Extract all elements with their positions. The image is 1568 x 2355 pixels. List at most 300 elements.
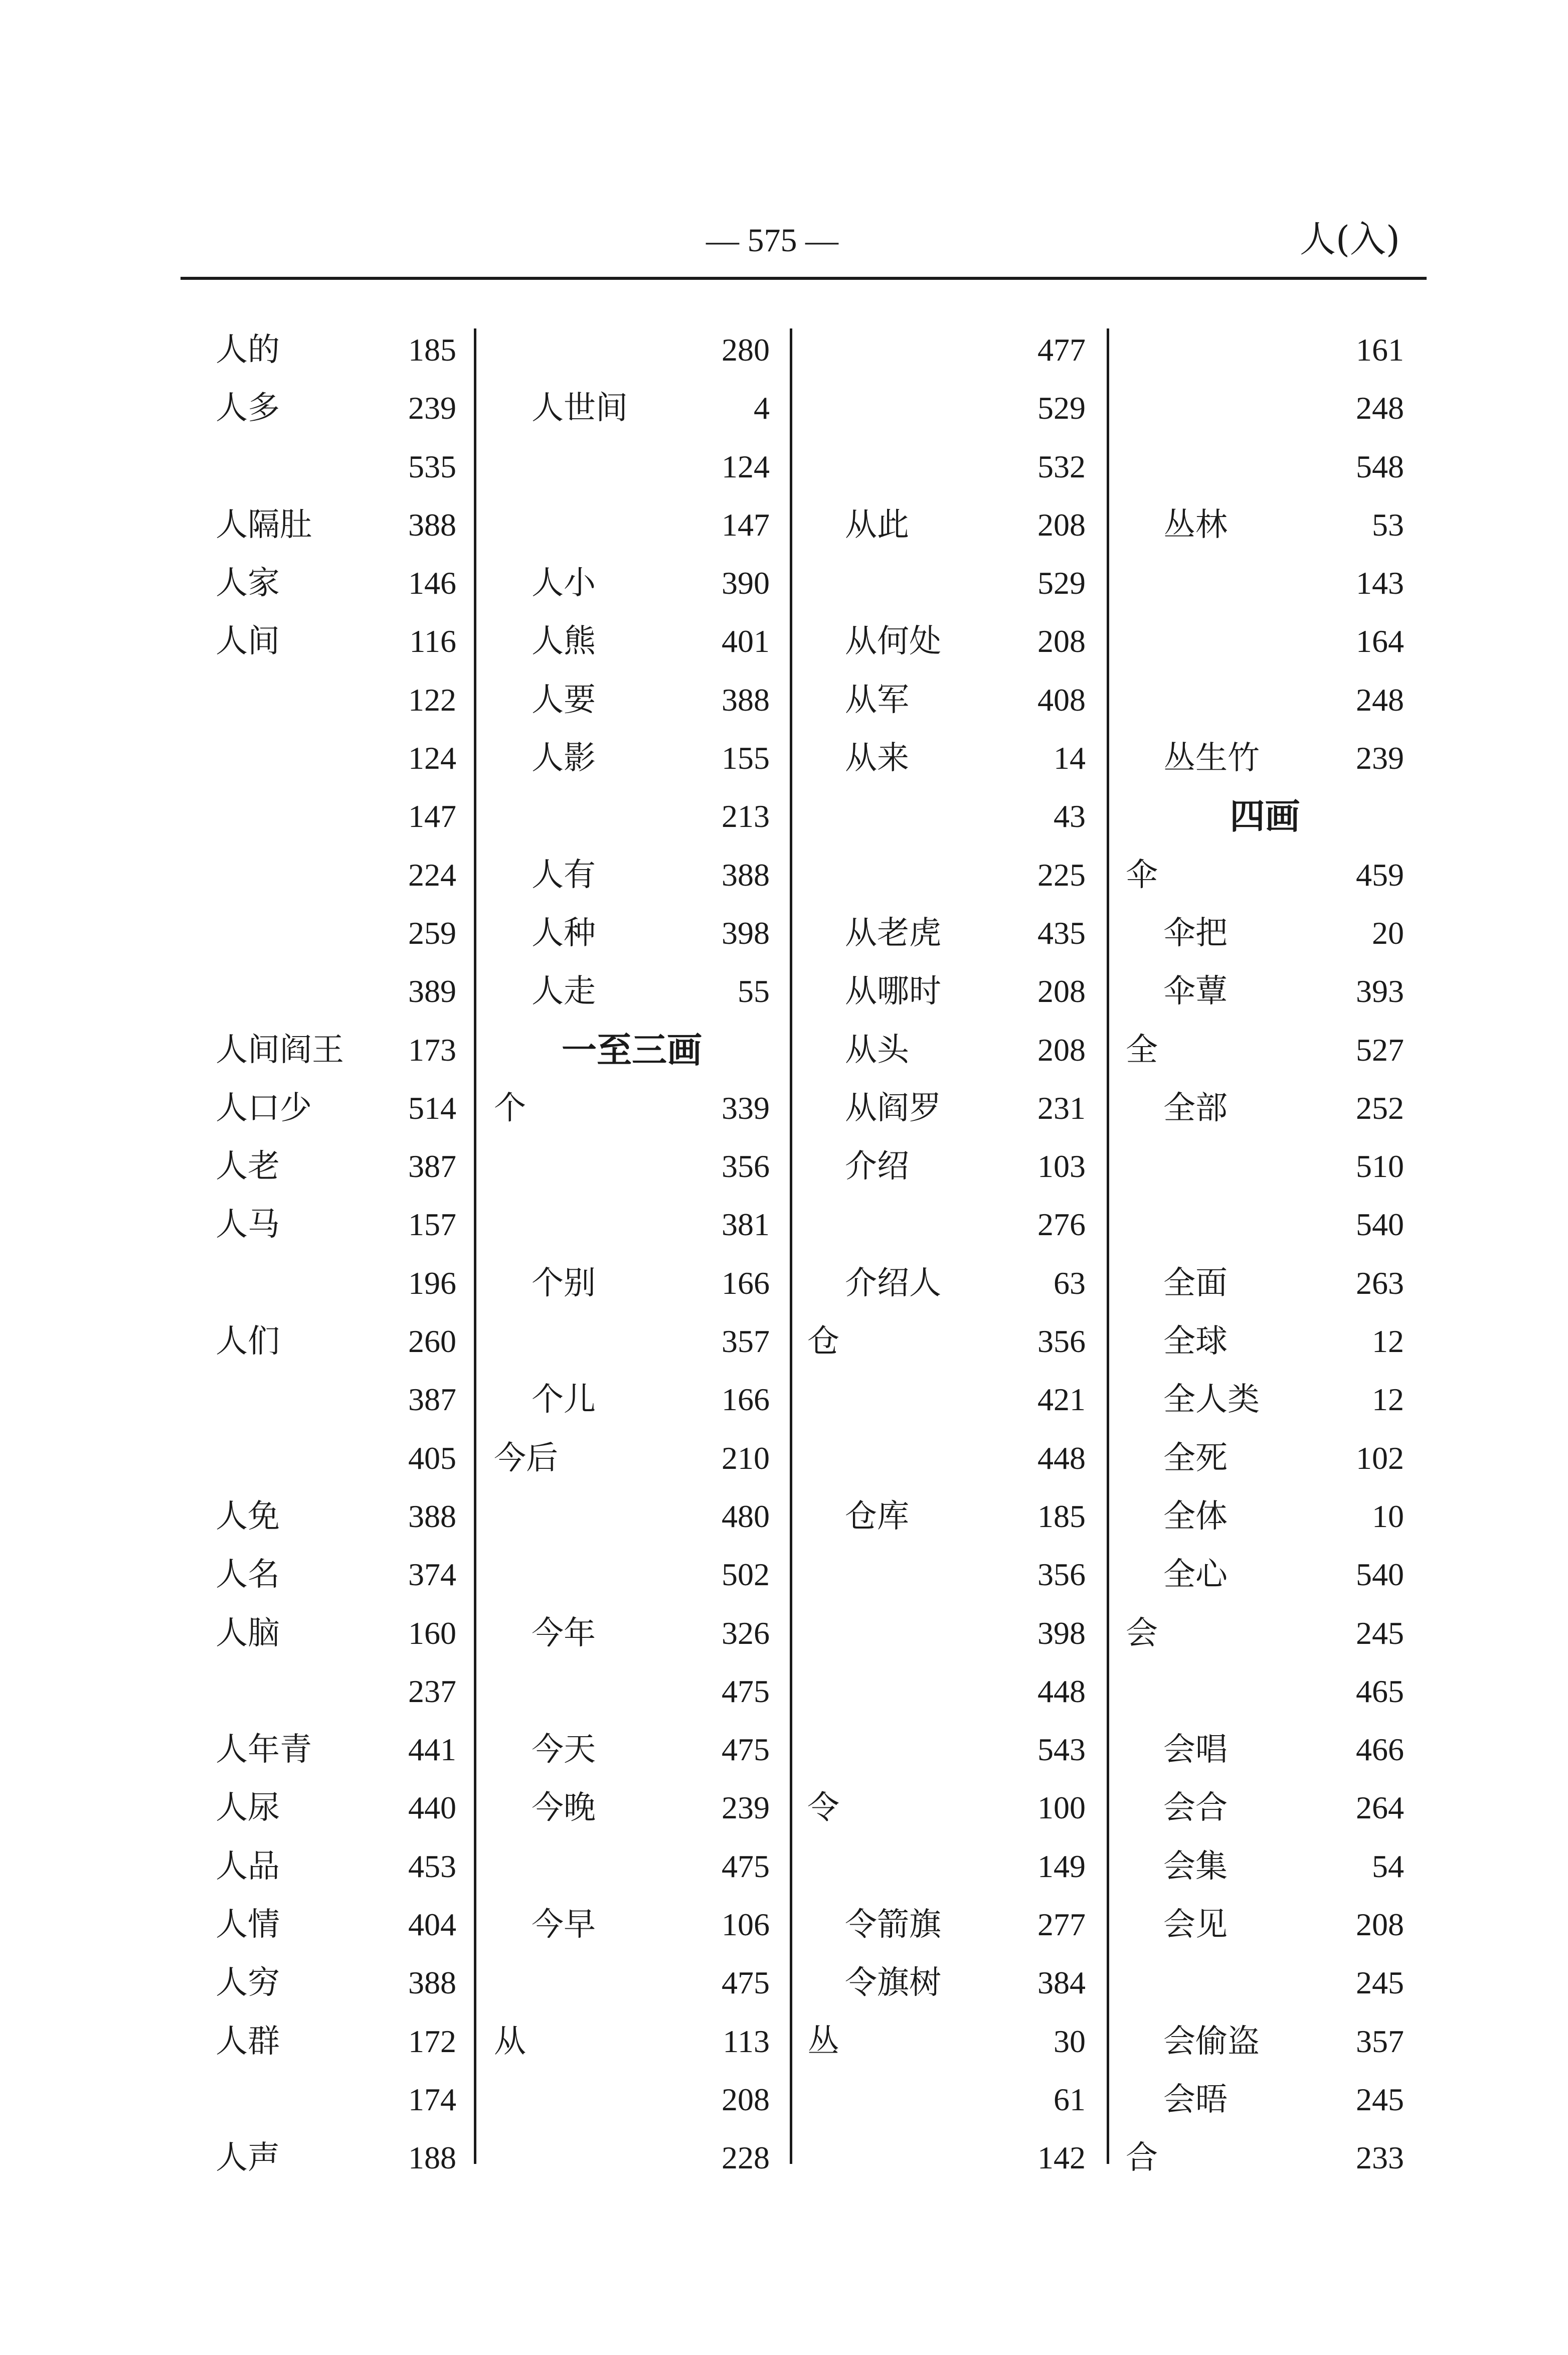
entry-term: 人名	[216, 1556, 280, 1594]
entry-page-number: 63	[1054, 1265, 1086, 1301]
entry-term: 人种	[532, 914, 596, 952]
entry-page-number: 252	[1356, 1090, 1404, 1126]
entry-term: 令箭旗	[845, 1906, 941, 1944]
index-entry	[216, 1137, 456, 1196]
entry-page-number: 106	[722, 1907, 770, 1943]
entry-page-number: 248	[1356, 682, 1404, 718]
entry-term: 全部	[1163, 1089, 1228, 1127]
entry-page-number: 260	[408, 1323, 456, 1360]
entry-term: 会晤	[1163, 2081, 1228, 2118]
index-entry	[807, 1137, 1086, 1196]
entry-page-number: 421	[1037, 1382, 1086, 1418]
entry-page-number: 393	[1356, 973, 1404, 1010]
index-entry	[1126, 1137, 1404, 1196]
entry-page-number: 388	[722, 682, 770, 718]
entry-page-number: 248	[1356, 390, 1404, 426]
index-entry	[494, 1254, 770, 1312]
index-entry	[216, 729, 456, 787]
entry-page-number: 245	[1356, 2081, 1404, 2117]
entry-page-number: 387	[408, 1382, 456, 1418]
index-entry	[807, 1779, 1086, 1837]
entry-page-number: 124	[722, 448, 770, 484]
entry-term: 合	[1126, 2139, 1158, 2177]
index-entry	[807, 321, 1086, 379]
index-entry	[807, 2071, 1086, 2129]
entry-page-number: 384	[1037, 1965, 1086, 2001]
entry-term: 丛生竹	[1163, 740, 1260, 777]
index-entry	[216, 496, 456, 554]
entry-page-number: 532	[1037, 448, 1086, 484]
index-entry	[1126, 846, 1404, 904]
index-entry	[1126, 1721, 1404, 1779]
index-entry	[1126, 1079, 1404, 1137]
entry-page-number: 161	[1356, 332, 1404, 368]
index-entry	[494, 2129, 770, 2187]
entry-term: 人隔肚	[216, 506, 312, 544]
entry-page-number: 398	[1037, 1615, 1086, 1651]
entry-page-number: 10	[1372, 1498, 1404, 1534]
entry-term: 全死	[1163, 1439, 1228, 1477]
entry-term: 从此	[845, 506, 909, 544]
entry-term: 会集	[1163, 1847, 1228, 1885]
index-entry	[494, 671, 770, 729]
entry-term: 伞把	[1163, 914, 1228, 952]
index-entry	[216, 904, 456, 962]
entry-page-number: 540	[1356, 1207, 1404, 1243]
section-heading: 一至三画	[562, 1029, 702, 1071]
index-entry	[807, 1429, 1086, 1487]
index-entry	[1126, 612, 1404, 670]
entry-term: 会偷盗	[1163, 2023, 1260, 2060]
entry-page-number: 239	[408, 390, 456, 426]
index-entry	[494, 1662, 770, 1721]
index-entry	[216, 1779, 456, 1837]
entry-page-number: 124	[408, 740, 456, 776]
entry-page-number: 239	[1356, 740, 1404, 776]
entry-page-number: 510	[1356, 1148, 1404, 1185]
entry-term: 今后	[494, 1439, 558, 1477]
entry-page-number: 113	[723, 2023, 770, 2059]
index-entry	[1126, 2012, 1404, 2071]
index-entry	[216, 612, 456, 670]
index-entry	[807, 1079, 1086, 1137]
entry-term: 全	[1126, 1031, 1158, 1069]
entry-page-number: 356	[722, 1148, 770, 1185]
entry-page-number: 196	[408, 1265, 456, 1301]
entry-page-number: 540	[1356, 1557, 1404, 1593]
entry-page-number: 237	[408, 1673, 456, 1709]
entry-page-number: 276	[1037, 1207, 1086, 1243]
entry-page-number: 208	[1037, 973, 1086, 1010]
index-column-1	[216, 321, 456, 2188]
index-entry	[494, 554, 770, 612]
entry-term: 人情	[216, 1906, 280, 1944]
entry-term: 令旗树	[845, 1964, 941, 2002]
entry-page-number: 263	[1356, 1265, 1404, 1301]
entry-term: 从	[494, 2023, 526, 2060]
entry-page-number: 174	[408, 2081, 456, 2117]
entry-term: 从来	[845, 740, 909, 777]
entry-page-number: 357	[722, 1323, 770, 1360]
index-entry	[494, 846, 770, 904]
index-entry	[1126, 1546, 1404, 1604]
index-entry	[216, 787, 456, 846]
page-number: — 575 —	[706, 222, 838, 259]
entry-term: 人口少	[216, 1089, 312, 1127]
index-entry	[807, 1021, 1086, 1079]
index-entry	[216, 1896, 456, 1954]
entry-page-number: 188	[408, 2140, 456, 2176]
entry-page-number: 408	[1037, 682, 1086, 718]
entry-page-number: 149	[1037, 1848, 1086, 1884]
entry-page-number: 100	[1037, 1790, 1086, 1826]
index-entry	[807, 438, 1086, 496]
entry-page-number: 477	[1037, 332, 1086, 368]
index-entry	[807, 1721, 1086, 1779]
entry-term: 从哪时	[845, 973, 941, 1011]
entry-term: 人脑	[216, 1614, 280, 1652]
entry-page-number: 172	[408, 2023, 456, 2059]
entry-page-number: 259	[408, 915, 456, 951]
entry-page-number: 441	[408, 1732, 456, 1768]
entry-page-number: 357	[1356, 2023, 1404, 2059]
index-entry	[1126, 729, 1404, 787]
entry-term: 介绍	[845, 1148, 909, 1186]
index-entry	[807, 904, 1086, 962]
index-entry	[494, 438, 770, 496]
entry-page-number: 43	[1054, 798, 1086, 834]
entry-page-number: 514	[408, 1090, 456, 1126]
entry-page-number: 4	[754, 390, 770, 426]
index-entry	[807, 1546, 1086, 1604]
entry-term: 从头	[845, 1031, 909, 1069]
entry-page-number: 280	[722, 332, 770, 368]
entry-term: 会见	[1163, 1906, 1228, 1944]
section-heading-row	[1126, 787, 1404, 846]
index-entry	[216, 1429, 456, 1487]
index-column-2	[494, 321, 770, 2188]
entry-term: 人马	[216, 1206, 280, 1244]
entry-page-number: 185	[408, 332, 456, 368]
index-entry	[1126, 1662, 1404, 1721]
index-entry	[1126, 2071, 1404, 2129]
entry-page-number: 54	[1372, 1848, 1404, 1884]
entry-term: 人的	[216, 331, 280, 369]
index-entry	[1126, 1312, 1404, 1371]
entry-term: 介绍人	[845, 1264, 941, 1302]
index-entry	[216, 2012, 456, 2071]
index-entry	[494, 1779, 770, 1837]
entry-term: 今早	[532, 1906, 596, 1944]
entry-page-number: 326	[722, 1615, 770, 1651]
entry-page-number: 208	[1037, 1032, 1086, 1068]
index-entry	[494, 1196, 770, 1254]
entry-term: 个	[494, 1089, 526, 1127]
entry-term: 伞	[1126, 856, 1158, 894]
index-entry	[807, 2012, 1086, 2071]
index-entry	[1126, 1487, 1404, 1546]
entry-page-number: 543	[1037, 1732, 1086, 1768]
entry-page-number: 102	[1356, 1440, 1404, 1476]
entry-term: 伞蕈	[1163, 973, 1228, 1011]
index-entry	[494, 612, 770, 670]
entry-page-number: 245	[1356, 1615, 1404, 1651]
index-entry	[807, 671, 1086, 729]
index-entry	[807, 729, 1086, 787]
entry-term: 会	[1126, 1614, 1158, 1652]
entry-term: 从军	[845, 681, 909, 719]
entry-page-number: 208	[722, 2081, 770, 2117]
entry-term: 人品	[216, 1847, 280, 1885]
index-entry	[494, 496, 770, 554]
entry-term: 从阎罗	[845, 1089, 941, 1127]
entry-term: 人声	[216, 2139, 280, 2177]
entry-page-number: 466	[1356, 1732, 1404, 1768]
index-entry	[807, 846, 1086, 904]
index-entry	[216, 1487, 456, 1546]
index-entry	[807, 1312, 1086, 1371]
index-entry	[216, 2071, 456, 2129]
index-entry	[216, 1954, 456, 2012]
entry-page-number: 435	[1037, 915, 1086, 951]
entry-page-number: 12	[1372, 1323, 1404, 1360]
index-entry	[807, 962, 1086, 1021]
entry-page-number: 14	[1054, 740, 1086, 776]
entry-term: 人间阎王	[216, 1031, 344, 1069]
entry-term: 个别	[532, 1264, 596, 1302]
entry-page-number: 480	[722, 1498, 770, 1534]
entry-page-number: 381	[722, 1207, 770, 1243]
index-entry	[494, 2071, 770, 2129]
entry-term: 人年青	[216, 1731, 312, 1769]
entry-page-number: 103	[1037, 1148, 1086, 1185]
index-entry	[216, 438, 456, 496]
entry-term: 个儿	[532, 1381, 596, 1419]
index-entry	[494, 962, 770, 1021]
index-entry	[494, 1837, 770, 1896]
header-rule	[181, 277, 1427, 280]
entry-page-number: 20	[1372, 915, 1404, 951]
entry-page-number: 405	[408, 1440, 456, 1476]
entry-term: 全球	[1163, 1323, 1228, 1361]
entry-page-number: 239	[722, 1790, 770, 1826]
index-entry	[1126, 1254, 1404, 1312]
index-entry	[807, 1371, 1086, 1429]
entry-page-number: 475	[722, 1732, 770, 1768]
index-entry	[216, 321, 456, 379]
index-entry	[807, 1896, 1086, 1954]
entry-page-number: 502	[722, 1557, 770, 1593]
entry-page-number: 166	[722, 1265, 770, 1301]
index-entry	[494, 904, 770, 962]
entry-page-number: 475	[722, 1848, 770, 1884]
entry-page-number: 388	[408, 1965, 456, 2001]
entry-term: 人尿	[216, 1789, 280, 1827]
index-entry	[1126, 438, 1404, 496]
entry-page-number: 387	[408, 1148, 456, 1185]
entry-term: 人老	[216, 1148, 280, 1186]
index-entry	[216, 671, 456, 729]
index-entry	[216, 846, 456, 904]
index-entry	[807, 1254, 1086, 1312]
index-entry	[1126, 1371, 1404, 1429]
entry-page-number: 529	[1037, 565, 1086, 601]
entry-page-number: 440	[408, 1790, 456, 1826]
entry-term: 全人类	[1163, 1381, 1260, 1419]
entry-term: 从老虎	[845, 914, 941, 952]
index-entry	[494, 1546, 770, 1604]
index-entry	[1126, 962, 1404, 1021]
entry-term: 人走	[532, 973, 596, 1011]
entry-page-number: 459	[1356, 857, 1404, 893]
entry-term: 人免	[216, 1497, 280, 1535]
entry-page-number: 143	[1356, 565, 1404, 601]
index-entry	[216, 1312, 456, 1371]
entry-term: 人有	[532, 856, 596, 894]
entry-page-number: 535	[408, 448, 456, 484]
entry-term: 会合	[1163, 1789, 1228, 1827]
entry-page-number: 398	[722, 915, 770, 951]
entry-page-number: 146	[408, 565, 456, 601]
entry-page-number: 210	[722, 1440, 770, 1476]
index-entry	[494, 787, 770, 846]
entry-page-number: 116	[409, 623, 456, 659]
entry-term: 令	[807, 1789, 839, 1827]
entry-page-number: 147	[722, 507, 770, 543]
entry-page-number: 245	[1356, 1965, 1404, 2001]
entry-page-number: 356	[1037, 1557, 1086, 1593]
entry-page-number: 233	[1356, 2140, 1404, 2176]
entry-term: 今天	[532, 1731, 596, 1769]
index-entry	[1126, 496, 1404, 554]
index-entry	[807, 1604, 1086, 1662]
index-entry	[807, 612, 1086, 670]
index-entry	[216, 1254, 456, 1312]
index-entry	[494, 1487, 770, 1546]
index-entry	[494, 1721, 770, 1779]
entry-page-number: 225	[1037, 857, 1086, 893]
index-entry	[216, 1021, 456, 1079]
entry-term: 丛	[807, 2023, 839, 2060]
entry-page-number: 389	[408, 973, 456, 1010]
index-entry	[494, 1429, 770, 1487]
entry-term: 仓库	[845, 1497, 909, 1535]
index-column-3	[807, 321, 1086, 2188]
index-entry	[494, 1312, 770, 1371]
entry-term: 今年	[532, 1614, 596, 1652]
entry-page-number: 142	[1037, 2140, 1086, 2176]
column-divider	[1107, 328, 1109, 2164]
index-entry	[216, 1662, 456, 1721]
index-entry	[1126, 321, 1404, 379]
index-entry	[1126, 2129, 1404, 2187]
entry-page-number: 228	[722, 2140, 770, 2176]
entry-page-number: 160	[408, 1615, 456, 1651]
index-entry	[807, 554, 1086, 612]
entry-page-number: 166	[722, 1382, 770, 1418]
index-entry	[807, 496, 1086, 554]
entry-term: 今晚	[532, 1789, 596, 1827]
index-entry	[1126, 1954, 1404, 2012]
index-entry	[494, 379, 770, 437]
index-entry	[494, 1954, 770, 2012]
index-entry	[1126, 1429, 1404, 1487]
index-entry	[807, 1196, 1086, 1254]
index-entry	[216, 379, 456, 437]
index-entry	[1126, 1604, 1404, 1662]
entry-page-number: 453	[408, 1848, 456, 1884]
index-entry	[1126, 904, 1404, 962]
index-entry	[494, 321, 770, 379]
entry-page-number: 475	[722, 1965, 770, 2001]
entry-term: 人要	[532, 681, 596, 719]
index-entry	[807, 1662, 1086, 1721]
entry-page-number: 55	[738, 973, 770, 1010]
index-entry	[216, 962, 456, 1021]
index-entry	[1126, 1196, 1404, 1254]
entry-page-number: 61	[1054, 2081, 1086, 2117]
column-divider	[474, 328, 476, 2164]
entry-page-number: 122	[408, 682, 456, 718]
entry-term: 全面	[1163, 1264, 1228, 1302]
index-entry	[216, 554, 456, 612]
entry-term: 人熊	[532, 623, 596, 660]
entry-term: 人家	[216, 565, 280, 602]
entry-page-number: 12	[1372, 1382, 1404, 1418]
entry-term: 人世间	[532, 390, 628, 427]
entry-page-number: 231	[1037, 1090, 1086, 1126]
entry-page-number: 224	[408, 857, 456, 893]
entry-page-number: 404	[408, 1907, 456, 1943]
entry-page-number: 185	[1037, 1498, 1086, 1534]
index-entry	[494, 1604, 770, 1662]
entry-page-number: 208	[1356, 1907, 1404, 1943]
entry-page-number: 30	[1054, 2023, 1086, 2059]
entry-page-number: 401	[722, 623, 770, 659]
entry-page-number: 465	[1356, 1673, 1404, 1709]
entry-page-number: 208	[1037, 623, 1086, 659]
entry-term: 丛林	[1163, 506, 1228, 544]
index-entry	[807, 1954, 1086, 2012]
index-entry	[807, 2129, 1086, 2187]
index-entry	[807, 787, 1086, 846]
index-entry	[216, 1079, 456, 1137]
entry-page-number: 208	[1037, 507, 1086, 543]
entry-page-number: 448	[1037, 1440, 1086, 1476]
index-entry	[216, 1546, 456, 1604]
entry-page-number: 356	[1037, 1323, 1086, 1360]
index-entry	[1126, 1779, 1404, 1837]
entry-page-number: 173	[408, 1032, 456, 1068]
index-entry	[1126, 1896, 1404, 1954]
index-entry	[216, 1371, 456, 1429]
section-heading: 四画	[1230, 796, 1300, 837]
entry-term: 人们	[216, 1323, 280, 1361]
entry-term: 人群	[216, 2023, 280, 2060]
entry-term: 人小	[532, 565, 596, 602]
entry-page-number: 374	[408, 1557, 456, 1593]
index-entry	[1126, 671, 1404, 729]
entry-page-number: 548	[1356, 448, 1404, 484]
entry-page-number: 475	[722, 1673, 770, 1709]
entry-page-number: 155	[722, 740, 770, 776]
index-entry	[1126, 554, 1404, 612]
running-head: 人(入)	[1299, 218, 1400, 260]
entry-page-number: 339	[722, 1090, 770, 1126]
index-entry	[807, 379, 1086, 437]
entry-term: 人影	[532, 740, 596, 777]
index-entry	[1126, 1021, 1404, 1079]
